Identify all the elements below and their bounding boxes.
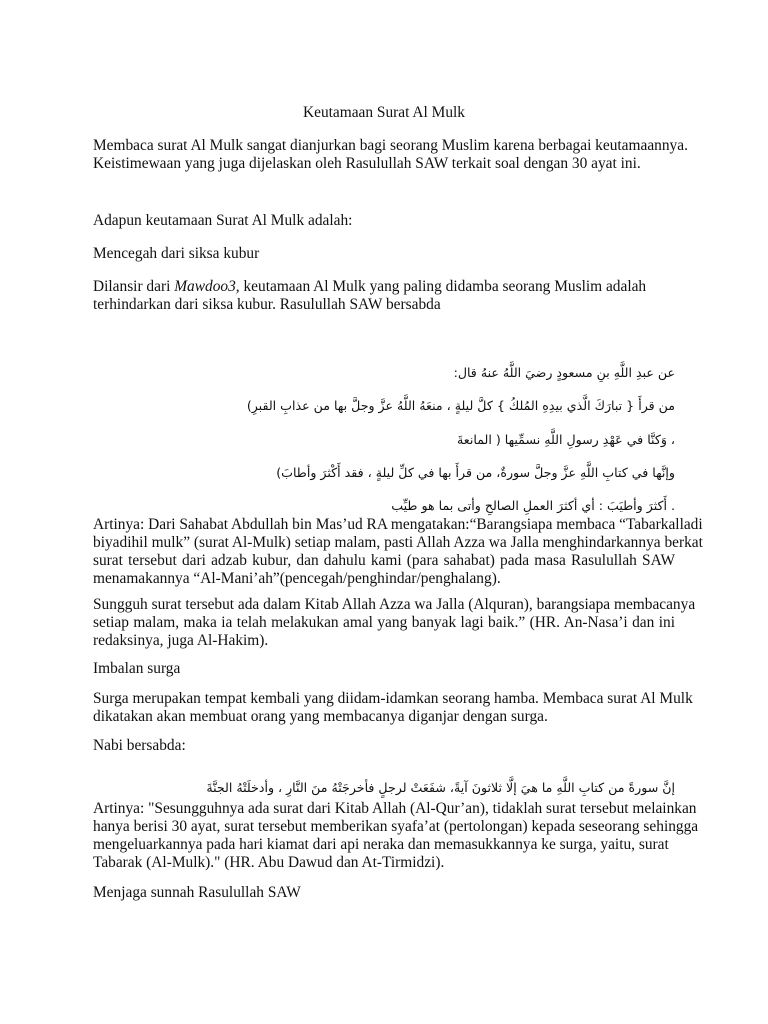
artinya-2-line-2: hanya berisi 30 ayat, surat tersebut memberikan syafa’at (pertolongan) kepada seseorang sehingga xyxy=(93,818,699,835)
document-title: Keutamaan Surat Al Mulk xyxy=(303,104,465,121)
section-heading-imbalan-surga: Imbalan surga xyxy=(93,660,181,677)
artinya-2-line-4: Tabarak (Al-Mulk)." (HR. Abu Dawud dan At-Tirmidzi). xyxy=(93,854,445,871)
surga-line-2: dikatakan akan membuat orang yang membacanya diganjar dengan surga. xyxy=(93,708,548,725)
sungguh-line-1: Sungguh surat tersebut ada dalam Kitab Allah Azza wa Jalla (Alquran), barangsiapa membacanya xyxy=(93,596,696,613)
artinya-1-line-4: menamakannya “Al-Mani’ah”(pencegah/penghindar/penghalang). xyxy=(93,570,501,587)
artinya-1-line-3: surat tersebut dari adzab kubur, dan dahulu kami (para sahabat) pada masa Rasulullah SAW xyxy=(93,552,675,569)
artinya-2-line-3: mengeluarkannya pada hari kiamat dari api neraka dan memasukkannya ke surga, yaitu, surat xyxy=(93,836,669,853)
arabic-hadith-line-2: من قرأَ { تبارَكَ الَّذي بيدِهِ المُلكُ } كلَّ ليلةٍ ، منعَهُ اللَّهُ عزَّ وجلَّ بها من عذابِ القبرِ) xyxy=(246,397,675,413)
artinya-1-line-2: biyadihil mulk” (surat Al-Mulk) setiap malam, pasti Allah Azza wa Jalla menghindarkannya berkat xyxy=(93,534,703,551)
source-prefix: Dilansir dari xyxy=(93,278,175,295)
nabi-bersabda: Nabi bersabda: xyxy=(93,737,186,754)
artinya-2-line-1: Artinya: "Sesungguhnya ada surat dari Kitab Allah (Al-Qur’an), tidaklah surat tersebut melainkan xyxy=(93,800,697,817)
sungguh-line-3: redaksinya, juga Al-Hakim). xyxy=(93,632,269,649)
intro-line-1: Membaca surat Al Mulk sangat dianjurkan bagi seorang Muslim karena berbagai keutamaannya. xyxy=(93,137,688,154)
arabic-hadith-surga: إنَّ سورةً من كتابِ اللَّهِ ما هيَ إلَّا ثلاثونَ آيةً، شفَعَتْ لرجلٍ فأخرجَتْهُ منَ النَّارِ ، وأدخلَتْهُ الجنَّةَ xyxy=(206,779,675,795)
arabic-hadith-line-4: وإنَّها في كتابِ اللَّهِ عزَّ وجلَّ سورةٌ، من قرأَ بها في كلِّ ليلةٍ ، فقد أَكْثرَ وأطابَ) xyxy=(276,464,675,480)
arabic-hadith-line-1: عن عبدِ اللَّهِ بنِ مسعودٍ رضيَ اللَّهُ عنهُ قال: xyxy=(453,364,675,380)
keutamaan-heading: Adapun keutamaan Surat Al Mulk adalah: xyxy=(93,212,353,229)
artinya-1-line-1: Artinya: Dari Sahabat Abdullah bin Mas’ud RA mengatakan:“Barangsiapa membaca “Tabarkalladi xyxy=(93,516,703,533)
source-rest: keutamaan Al Mulk yang paling didamba seorang Muslim adalah xyxy=(239,278,647,295)
source-line-1 xyxy=(93,278,646,296)
sungguh-line-2: setiap malam, maka ia telah melakukan amal yang banyak lagi baik.” (HR. An-Nasa’i dan ini xyxy=(93,614,675,631)
section-heading-siksa-kubur: Mencegah dari siksa kubur xyxy=(93,245,260,262)
intro-line-2: Keistimewaan yang juga dijelaskan oleh Rasulullah SAW terkait soal dengan 30 ayat ini. xyxy=(93,155,641,172)
arabic-hadith-line-3: ، وَكنَّا في عَهْدِ رسولِ اللَّهِ نسمِّيها ( المانعةَ xyxy=(457,431,675,447)
source-line-2: terhindarkan dari siksa kubur. Rasulullah SAW bersabda xyxy=(93,296,441,313)
source-name: Mawdoo3, xyxy=(174,278,240,295)
section-heading-sunnah: Menjaga sunnah Rasulullah SAW xyxy=(93,884,301,901)
arabic-hadith-line-5: . أَكثرَ وأطيَبَ : أي أكثرَ العملِ الصالحِ وأتى بما هو طيِّب xyxy=(391,497,675,513)
surga-line-1: Surga merupakan tempat kembali yang diidam-idamkan seorang hamba. Membaca surat Al Mulk xyxy=(93,690,693,707)
